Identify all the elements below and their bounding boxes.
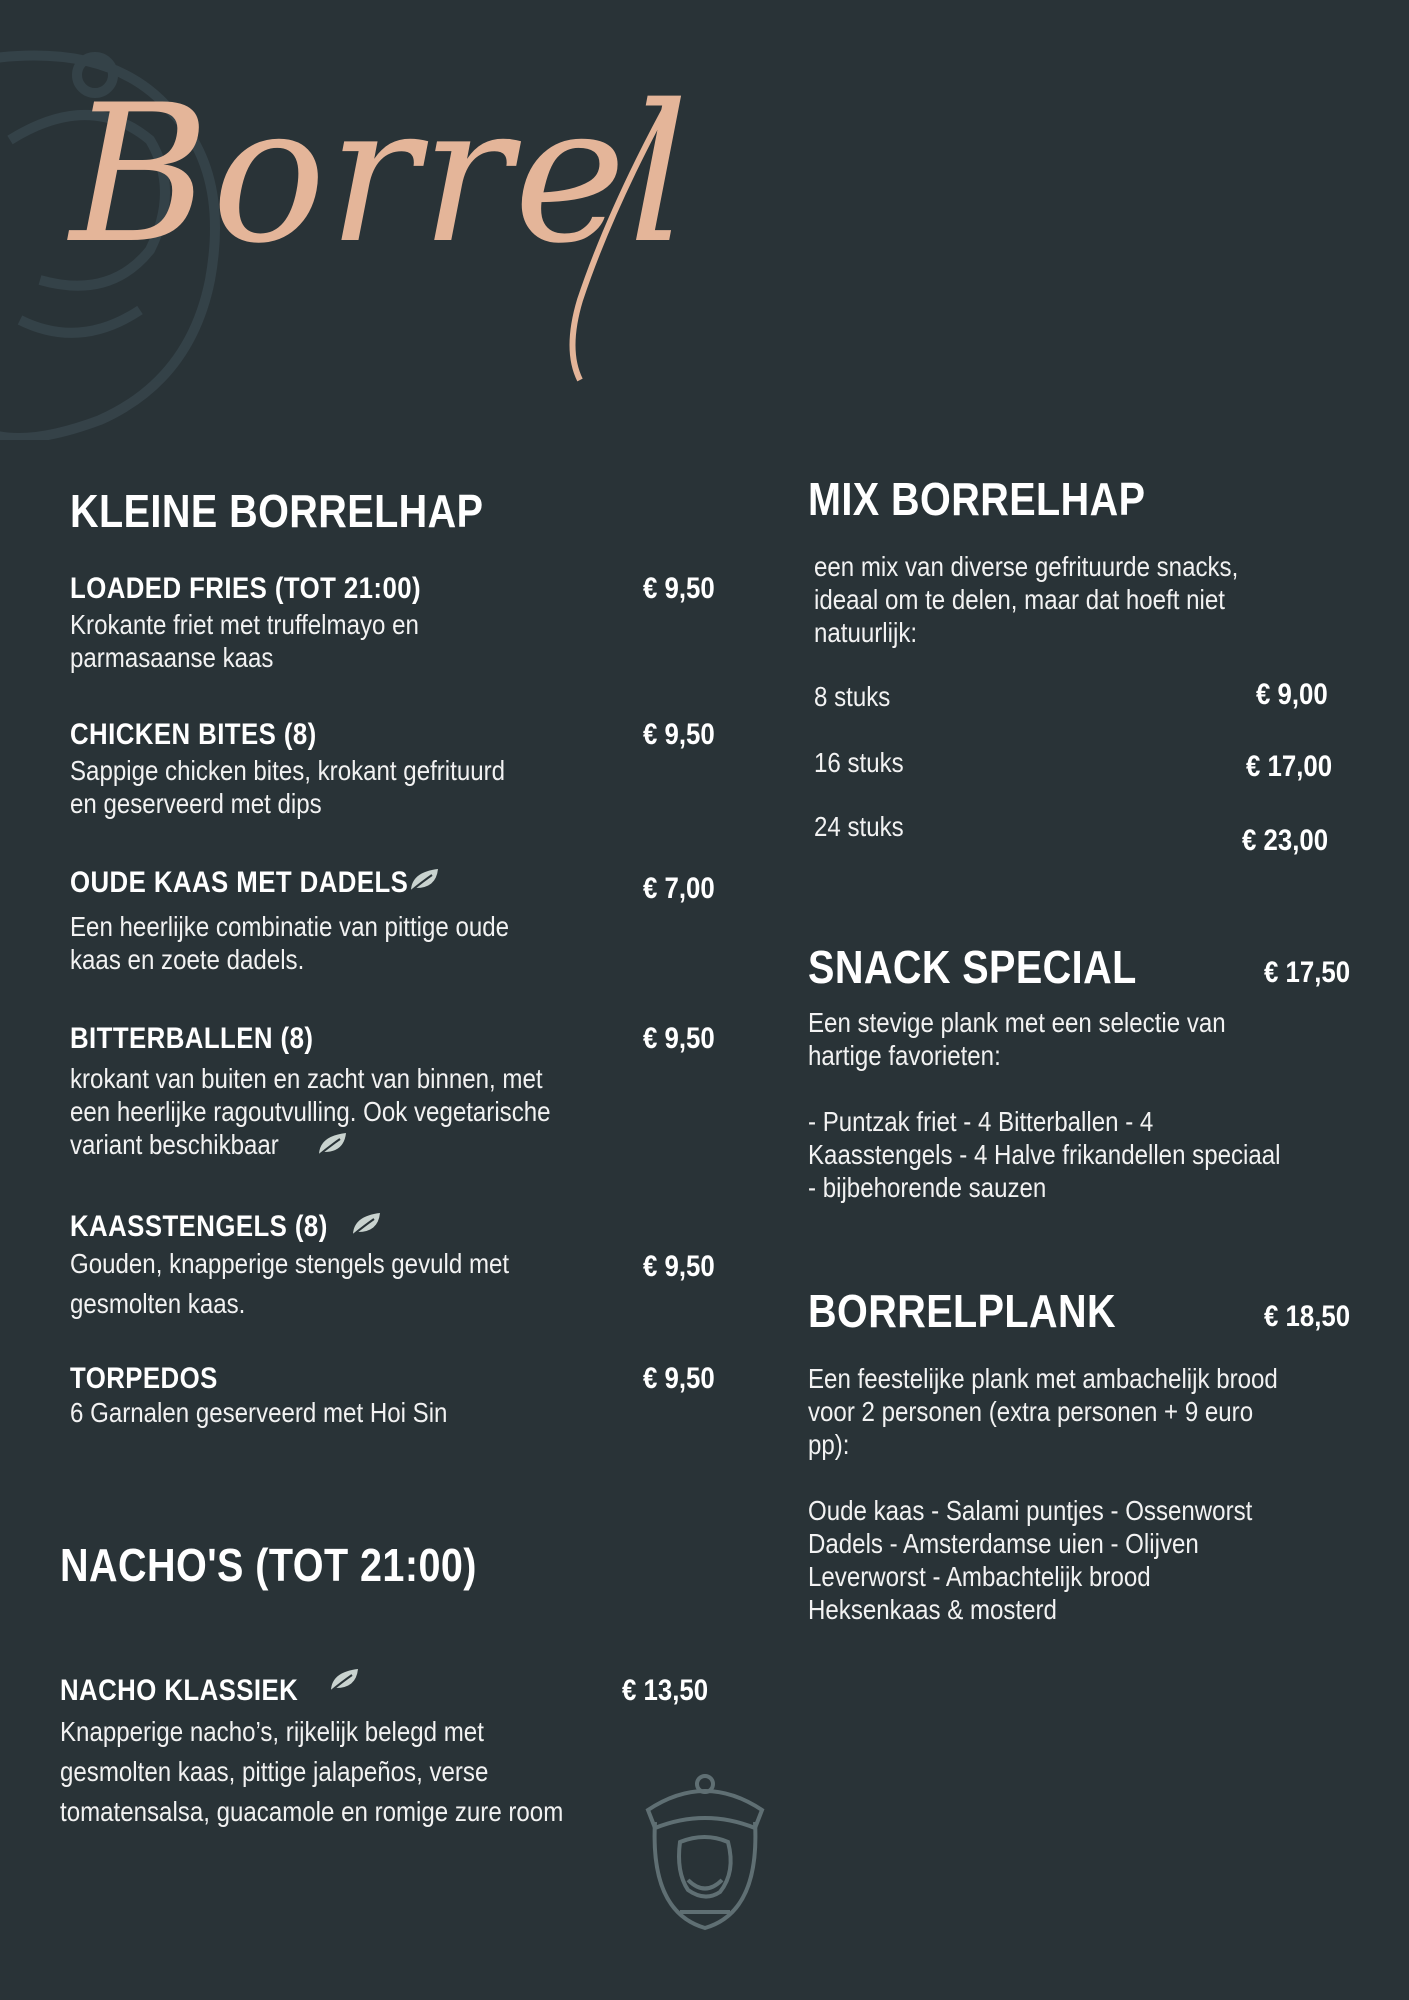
item-desc-kaasstengels: Gouden, knapperige stengels gevuld met gesmolten kaas. — [70, 1248, 510, 1319]
item-price-torpedos: € 9,50 — [643, 1362, 715, 1395]
section-heading-kleine-borrelhap: KLEINE BORRELHAP — [70, 485, 484, 537]
item-name-oude-kaas: OUDE KAAS MET DADELS — [70, 866, 409, 899]
item-desc-chicken-bites: Sappige chicken bites, krokant gefrituurd en geserveerd met dips — [70, 755, 506, 819]
mix-option-price-8: € 9,00 — [1256, 678, 1328, 711]
item-name-kaasstengels: KAASSTENGELS (8) — [70, 1210, 328, 1243]
item-price-bitterballen: € 9,50 — [643, 1022, 715, 1055]
item-name-nacho-klassiek: NACHO KLASSIEK — [60, 1674, 299, 1707]
item-price-loaded-fries: € 9,50 — [643, 572, 715, 605]
snack-special-price: € 17,50 — [1264, 956, 1351, 989]
item-desc-nacho-klassiek: Knapperige nacho’s, rijkelijk belegd met gesmolten kaas, pittige jalapeños, verse tomatensalsa, guacamole en romige zure room — [60, 1716, 564, 1827]
page-title: Borrel — [70, 64, 691, 285]
section-heading-borrelplank: BORRELPLANK — [808, 1285, 1117, 1337]
mix-option-price-24: € 23,00 — [1242, 824, 1329, 857]
item-name-chicken-bites: CHICKEN BITES (8) — [70, 718, 317, 751]
item-price-oude-kaas: € 7,00 — [643, 872, 715, 905]
section-heading-snack-special: SNACK SPECIAL — [808, 941, 1137, 993]
title-flourish — [520, 90, 680, 390]
item-name-torpedos: TORPEDOS — [70, 1362, 218, 1395]
mix-option-label-16: 16 stuks — [814, 747, 904, 778]
mix-option-label-8: 8 stuks — [814, 681, 891, 712]
snack-special-desc: Een stevige plank met een selectie van hartige favorieten: - Puntzak friet - 4 Bitterballen - 4 Kaasstengels - 4 Halve frikandellen speciaal - bijbehorende sauzen — [808, 1007, 1281, 1203]
item-desc-loaded-fries: Krokante friet met truffelmayo en parmasaanse kaas — [70, 609, 419, 673]
mix-borrelhap-desc: een mix van diverse gefrituurde snacks, ideaal om te delen, maar dat hoeft niet natuurlijk: — [814, 551, 1239, 648]
leaf-icon — [328, 1666, 362, 1694]
item-price-chicken-bites: € 9,50 — [643, 718, 715, 751]
mix-option-label-24: 24 stuks — [814, 811, 904, 842]
item-desc-torpedos: 6 Garnalen geserveerd met Hoi Sin — [70, 1397, 448, 1428]
leaf-icon — [350, 1210, 384, 1238]
item-name-loaded-fries: LOADED FRIES (TOT 21:00) — [70, 572, 422, 605]
sailor-logo-icon — [640, 1762, 770, 1932]
section-heading-nachos: NACHO'S (TOT 21:00) — [60, 1539, 477, 1591]
item-price-kaasstengels: € 9,50 — [643, 1250, 715, 1283]
item-name-bitterballen: BITTERBALLEN (8) — [70, 1022, 314, 1055]
item-desc-bitterballen: krokant van buiten en zacht van binnen, met een heerlijke ragoutvulling. Ook vegetarische variant beschikbaar — [70, 1063, 551, 1160]
item-price-nacho-klassiek: € 13,50 — [622, 1674, 709, 1707]
leaf-icon — [316, 1130, 350, 1158]
leaf-icon — [408, 866, 442, 894]
mix-option-price-16: € 17,00 — [1246, 750, 1333, 783]
item-desc-oude-kaas: Een heerlijke combinatie van pittige oude kaas en zoete dadels. — [70, 911, 510, 975]
section-heading-mix-borrelhap: MIX BORRELHAP — [808, 473, 1146, 525]
borrelplank-desc: Een feestelijke plank met ambachelijk brood voor 2 personen (extra personen + 9 euro pp): Oude kaas - Salami puntjes - Ossenworst Dadels - Amsterdamse uien - Olijven Leverworst - Ambachtelijk brood Heksenkaas & mosterd — [808, 1363, 1278, 1625]
borrelplank-price: € 18,50 — [1264, 1300, 1351, 1333]
